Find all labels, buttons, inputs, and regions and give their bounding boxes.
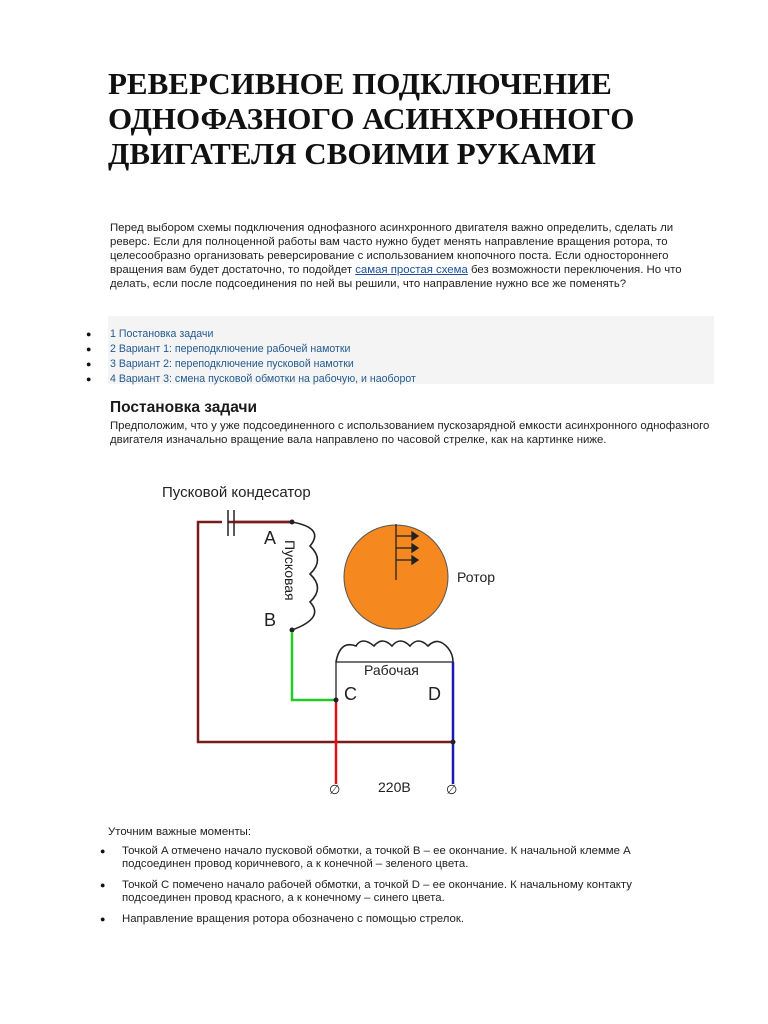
toc-item[interactable] (86, 342, 714, 357)
point-d-label: D (428, 684, 441, 704)
intro-text-before-link: Перед выбором схемы подключения однофазного асинхронного двигателя важно определить, сделать ли реверс. Если для полноценной работы вам часто нужно будет менять направление вращения ротора, то целесообразно организовать реверсирование с использованием кнопочного поста. Если одностороннего вращения вам будет достаточно, то подойдет (110, 222, 674, 276)
note-line: подсоединен провод коричневого, а к конечной – зеленого цвета. (122, 858, 469, 870)
title-line-1: РЕВЕРСИВНОЕ ПОДКЛЮЧЕНИЕ (108, 66, 612, 101)
title-line-2: ОДНОФАЗНОГО АСИНХРОННОГО (108, 101, 635, 136)
list-item (100, 879, 718, 905)
toc-link[interactable]: 3 Вариант 2: переподключение пусковой намотки (110, 358, 354, 370)
note-line: подсоединен провод красного, а к конечному – синего цвета. (122, 892, 445, 904)
point-a-label: A (264, 528, 277, 548)
work-winding-label: Рабочая (364, 662, 419, 678)
bullet-icon: ● (86, 374, 92, 384)
rotor-label: Ротор (457, 569, 496, 585)
bullet-icon: ● (86, 344, 92, 354)
toc-item[interactable] (86, 372, 714, 387)
section-heading: Постановка задачи (110, 399, 258, 416)
work-winding-frame (336, 662, 453, 778)
point-b-label: B (264, 610, 277, 630)
simple-scheme-link[interactable]: самая простая схема (355, 264, 468, 276)
green-wire (292, 632, 336, 700)
list-item (100, 845, 718, 871)
point-c-label: C (344, 684, 357, 704)
terminal-left-icon: ∅ (329, 783, 341, 798)
note-line: Направление вращения ротора обозначено с помощью стрелок. (122, 913, 465, 925)
intro-paragraph (110, 221, 710, 291)
bullet-icon: ● (100, 914, 106, 924)
title-line-3: ДВИГАТЕЛЯ СВОИМИ РУКАМИ (108, 136, 596, 171)
toc-link[interactable]: 4 Вариант 3: смена пусковой обмотки на рабочую, и наоборот (110, 373, 416, 385)
bullet-icon: ● (100, 880, 106, 890)
bullet-icon: ● (86, 329, 92, 339)
page-title (108, 66, 728, 171)
section-paragraph: Предположим, что у уже подсоединенного с использованием пускозарядной емкости асинхронного однофазного двигателя изначально вращение вала направлено по часовой стрелке, как на картинке ниже. (110, 420, 710, 446)
bullet-icon: ● (100, 846, 106, 856)
toc-item[interactable] (86, 357, 714, 372)
intro-text-after-link: без возможности переключения. Но что делать, если после подсоединения по ней вы решили, что направление нужно все же поменять? (110, 264, 682, 290)
toc-item[interactable] (86, 327, 714, 342)
list-item (100, 913, 718, 926)
wiring-diagram (150, 478, 510, 808)
notes-list (100, 845, 718, 934)
table-of-contents (86, 316, 714, 385)
work-winding-coil (336, 641, 453, 662)
toc-link[interactable]: 2 Вариант 1: переподключение рабочей намотки (110, 343, 351, 355)
toc-link[interactable]: 1 Постановка задачи (110, 328, 214, 340)
voltage-label: 220В (378, 779, 411, 795)
note-line: Точкой C помечено начало рабочей обмотки, а точкой D – ее окончание. К начальному контакту (122, 879, 632, 891)
terminal-right-icon: ∅ (446, 783, 458, 798)
start-winding-label: Пусковая (282, 540, 298, 601)
note-line: Точкой A отмечено начало пусковой обмотки, а точкой B – ее окончание. К начальной клемме A (122, 845, 631, 857)
clarify-text: Уточним важные моменты: (108, 826, 252, 838)
bullet-icon: ● (86, 359, 92, 369)
capacitor-label: Пусковой кондесатор (162, 484, 311, 501)
